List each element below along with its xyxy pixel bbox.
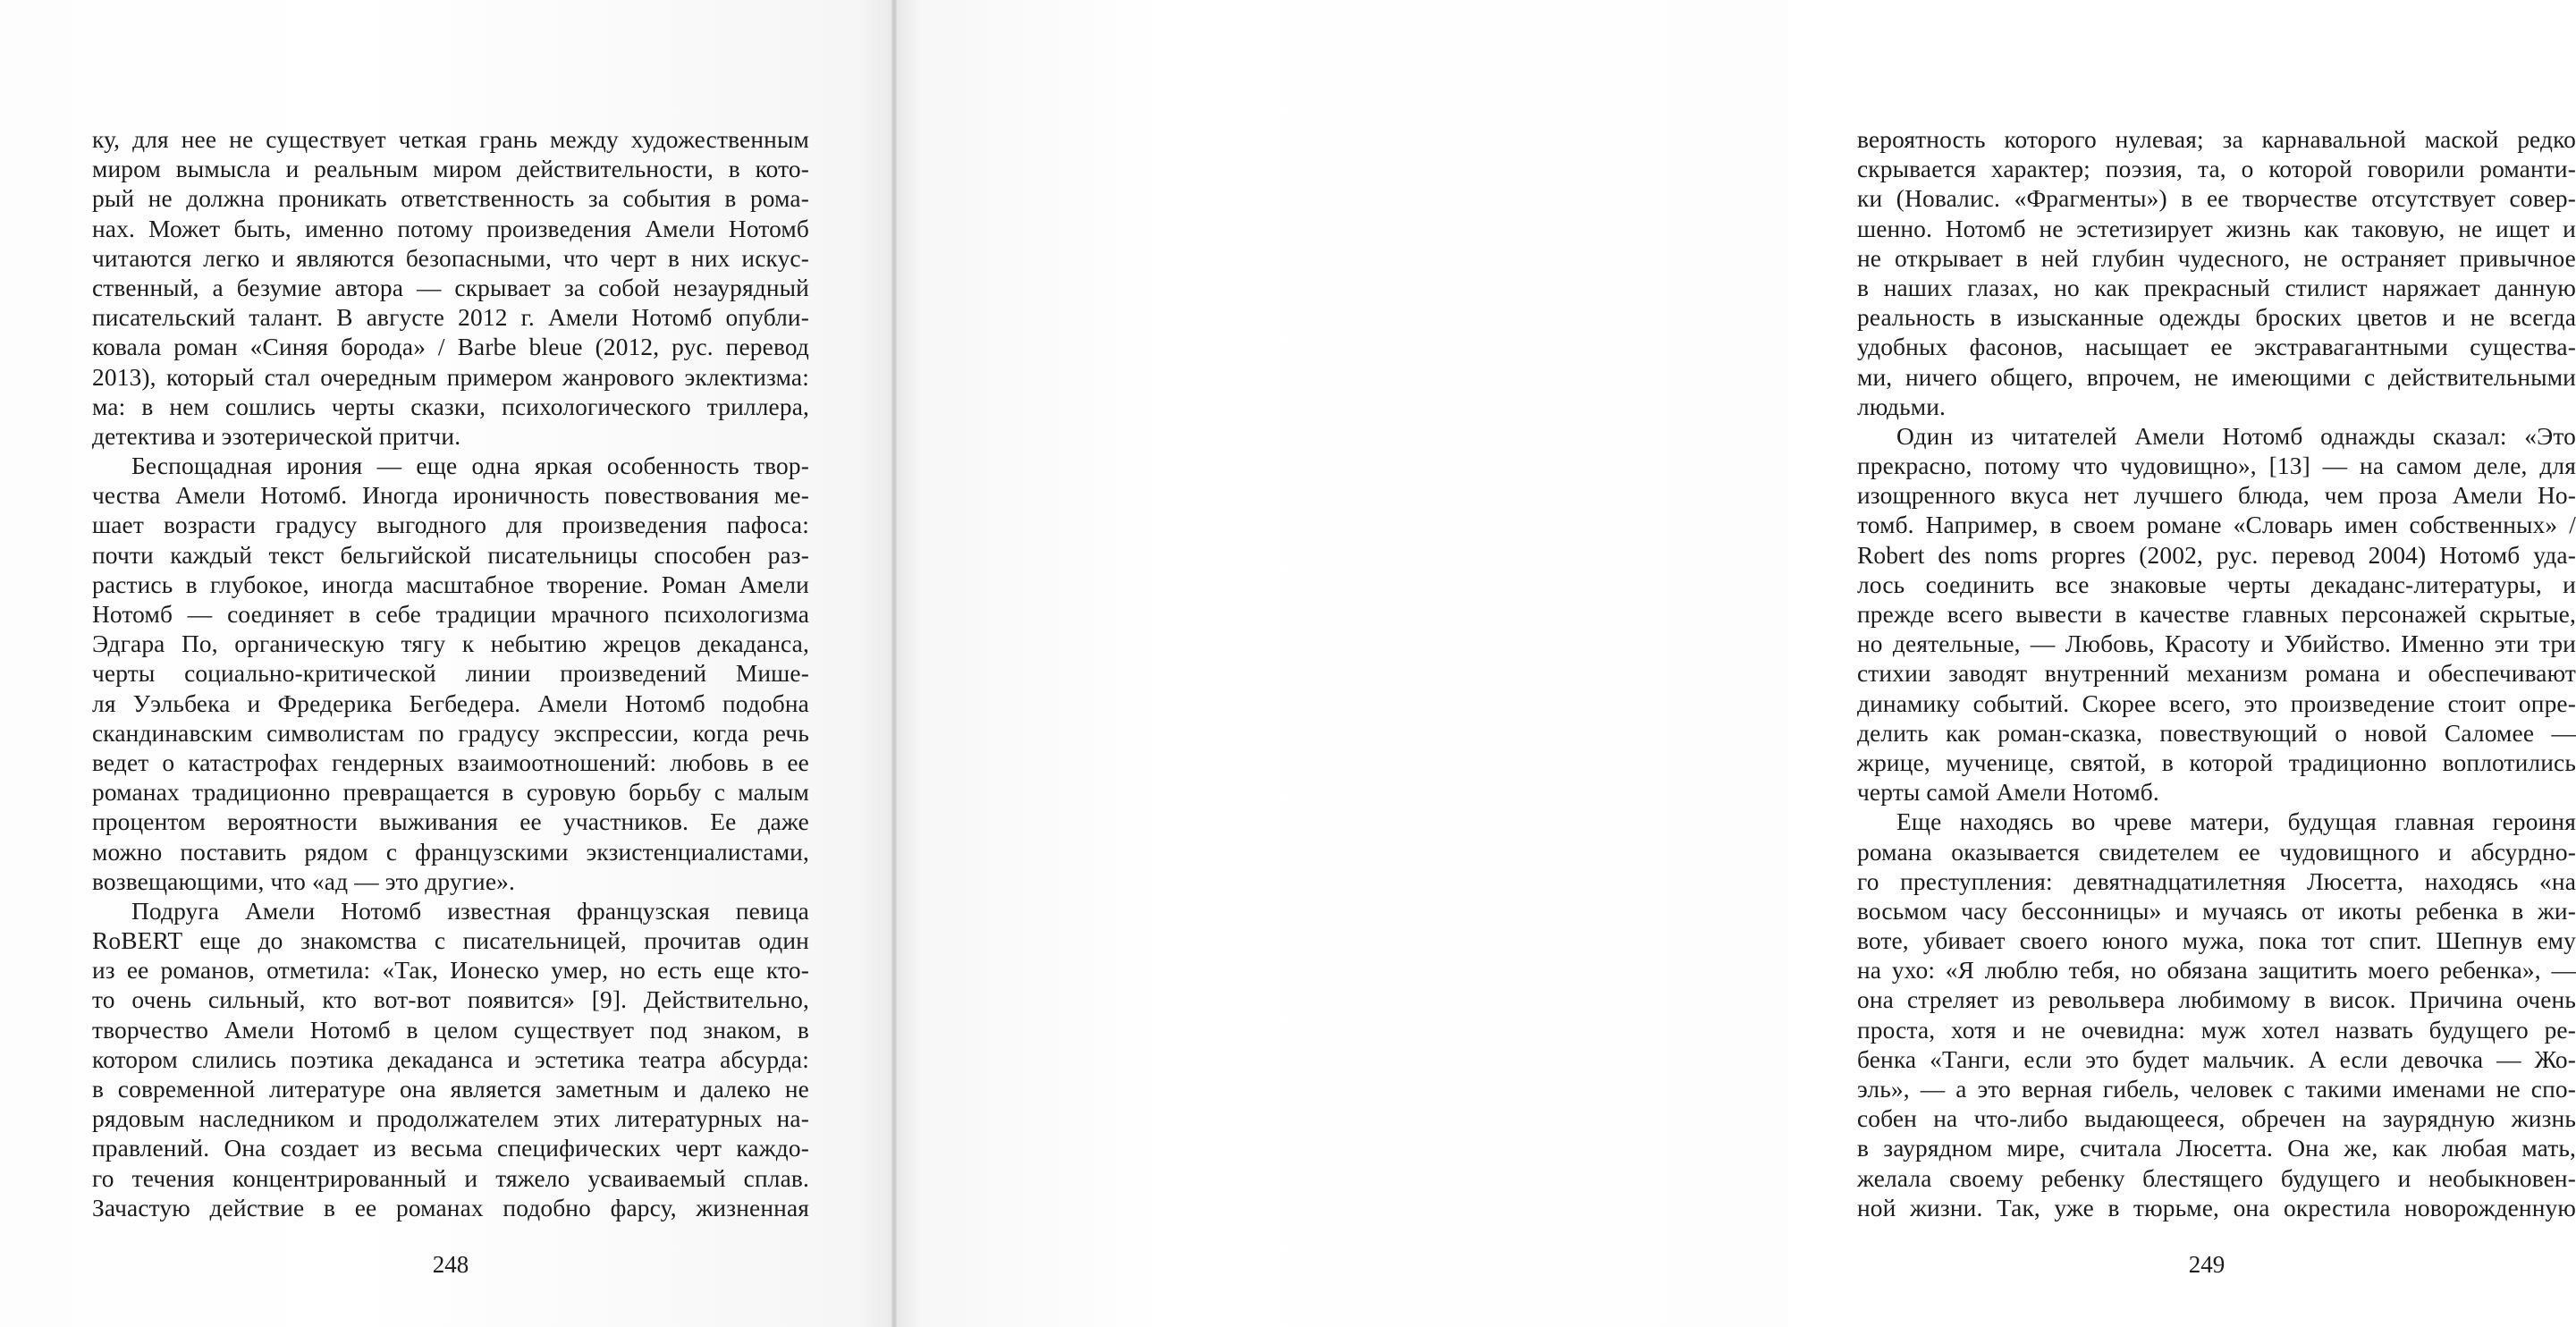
text-line: изощренного вкуса нет лучшего блюда, чем проза Амели Но- [1857,482,2576,510]
text-line: Еще находясь во чреве матери, будущая главная героиня [1896,808,2576,836]
text-line: прекрасно, потому что чудовищно», [13] — на самом деле, для [1857,452,2576,480]
text-line: скрывается характер; поэзия, та, о которой говорили романти- [1857,156,2576,183]
text-line: растись в глубокое, иногда масштабное творение. Роман Амели [92,571,809,598]
book-gutter [891,0,897,1327]
text-line: Robert des noms propres (2002, рус. перевод 2004) Нотомб уда- [1857,541,2576,569]
right-page-text [1857,125,2576,1223]
text-line: 2013), который стал очередным примером жанрового эклектизма: [92,363,809,391]
text-line: в заурядном мире, считала Люсетта. Она же, как любая мать, [1857,1135,2576,1162]
text-line: томб. Например, в своем романе «Словарь имен собственных» / [1857,511,2576,539]
text-line: творчество Амели Нотомб в целом существует под знаком, в [92,1016,809,1044]
text-line: рый не должна проникать ответственность за события в рома- [92,185,809,213]
text-line: воте, убивает своего юного мужа, пока тот спит. Шепнув ему [1857,927,2576,955]
text-line: писательский талант. В августе 2012 г. Амели Нотомб опубли- [92,304,809,332]
text-line: Подруга Амели Нотомб известная французская певица [131,897,809,925]
text-line: но деятельные, — Любовь, Красоту и Убийство. Именно эти три [1857,630,2576,658]
left-page [0,0,894,1327]
text-line: собен на что-либо выдающееся, обречен на заурядную жизнь [1857,1105,2576,1133]
text-line: прежде всего вывести в качестве главных персонажей скрытые, [1857,601,2576,628]
text-line: ной жизни. Так, уже в тюрьме, она окрестила новорожденную [1857,1194,2576,1221]
page-number: 248 [432,1251,469,1278]
text-line: го преступления: девятнадцатилетняя Люсетта, находясь «на [1857,867,2576,895]
text-line: чества Амели Нотомб. Иногда ироничность повествования ме- [92,482,809,510]
text-line: динамику событий. Скорее всего, это произведение стоит опре- [1857,689,2576,717]
text-line: вероятность которого нулевая; за карнавальной маской редко [1857,126,2576,153]
text-line: восьмом часу бессонницы» и мучаясь от икоты ребенка в жи- [1857,897,2576,925]
text-line: удобных фасонов, насыщает ее экстравагантными существа- [1857,334,2576,361]
text-line: романах традиционно превращается в суровую борьбу с малым [92,779,809,807]
text-line: котором слились поэтика декаданса и эстетика театра абсурда: [92,1045,809,1073]
text-line: можно поставить рядом с французскими экзистенциалистами, [92,838,809,866]
text-line: ведет о катастрофах гендерных взаимоотношений: любовь в ее [92,748,809,776]
text-line: рядовым наследником и продолжателем этих литературных на- [92,1105,809,1133]
text-line: бенка «Танги, если это будет мальчик. А если девочка — Жо- [1857,1045,2576,1073]
text-line: Нотомб — соединяет в себе традиции мрачного психологизма [92,601,809,628]
text-line: ки (Новалис. «Фрагменты») в ее творчестве отсутствует совер- [1857,185,2576,213]
text-line: детектива и эзотерической притчи. [92,422,461,450]
text-line: скандинавским символистам по градусу экспрессии, когда речь [92,719,809,747]
text-line: ля Уэльбека и Фредерика Бегбедера. Амели Нотомб подобна [92,689,809,717]
text-line: стихии заводят внутренний механизм романа и обеспечивают [1857,660,2576,688]
text-line: в современной литературе она является заметным и далеко не [92,1076,809,1103]
text-line: читаются легко и являются безопасными, что черт в них искус- [92,244,809,272]
text-line: процентом вероятности выживания ее участников. Ее даже [92,808,809,836]
text-line: ку, для нее не существует четкая грань между художественным [92,126,809,153]
page-number: 249 [2188,1251,2225,1278]
text-line: лось соединить все знаковые черты декаданс-литературы, и [1857,571,2576,598]
right-page [894,0,2576,1327]
text-line: романа оказывается свидетелем ее чудовищного и абсурдно- [1857,838,2576,866]
text-line: черты самой Амели Нотомб. [1857,779,2159,807]
text-line: не открывает в ней глубин чудесного, не остраняет привычное [1857,244,2576,272]
text-line: на ухо: «Я люблю тебя, но обязана защитить моего ребенка», — [1857,957,2576,985]
text-line: в наших глазах, но как прекрасный стилист наряжает данную [1857,274,2576,301]
text-line: жрице, мученице, святой, в которой традиционно воплотились [1857,748,2576,776]
text-line: она стреляет из револьвера любимому в висок. Причина очень [1857,986,2576,1014]
text-line: реальность в изысканные одежды броских цветов и не всегда [1857,304,2576,332]
text-line: Эдгара По, органическую тягу к небытию жрецов декаданса, [92,630,809,658]
left-page-text [92,125,809,1223]
text-line: желала своему ребенку блестящего будущего и необыкновен- [1857,1164,2576,1192]
text-line: Беспощадная ирония — еще одна яркая особенность твор- [131,452,809,480]
text-line: ковала роман «Синяя борода» / Barbe bleue (2012, рус. перевод [92,334,809,361]
text-line: го течения концентрированный и тяжело усваиваемый сплав. [92,1164,809,1192]
text-line: ма: в нем сошлись черты сказки, психологического триллера, [92,393,809,420]
text-line: из ее романов, отметила: «Так, Ионеско умер, но есть еще кто- [92,957,809,985]
text-line: ственный, а безумие автора — скрывает за собой незаурядный [92,274,809,301]
text-line: делить как роман-сказка, повествующий о новой Саломее — [1857,719,2576,747]
text-line: возвещающими, что «ад — это другие». [92,867,516,895]
text-line: людьми. [1857,393,1947,420]
text-line: RoBERT еще до знакомства с писательницей, прочитав один [92,927,809,955]
text-line: шает возрасти градусу выгодного для произведения пафоса: [92,511,809,539]
text-line: почти каждый текст бельгийской писательницы способен раз- [92,541,809,569]
text-line: правлений. Она создает из весьма специфических черт каждо- [92,1135,809,1162]
text-line: Один из читателей Амели Нотомб однажды сказал: «Это [1896,422,2576,450]
text-line: проста, хотя и не очевидна: муж хотел назвать будущего ре- [1857,1016,2576,1044]
text-line: то очень сильный, кто вот-вот появится» [9]. Действительно, [92,986,809,1014]
text-line: эль», — а это верная гибель, человек с такими именами не спо- [1857,1076,2576,1103]
text-line: черты социально-критической линии произведений Мише- [92,660,809,688]
text-line: Зачастую действие в ее романах подобно фарсу, жизненная [92,1194,809,1221]
text-line: ми, ничего общего, впрочем, не имеющими с действительными [1857,363,2576,391]
text-line: нах. Может быть, именно потому произведения Амели Нотомб [92,215,809,242]
text-line: миром вымысла и реальным миром действительности, в кото- [92,156,809,183]
text-line: шенно. Нотомб не эстетизирует жизнь как таковую, не ищет и [1857,215,2576,242]
